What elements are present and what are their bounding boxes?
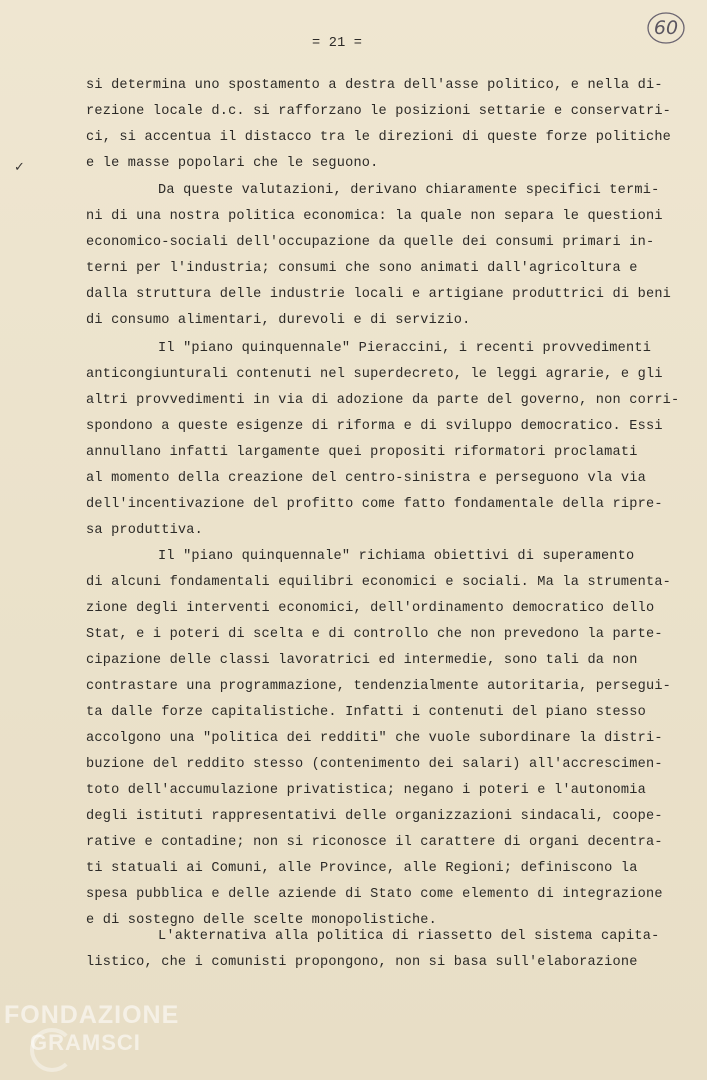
text-line: ci, si accentua il distacco tra le direzioni di queste forze politiche (86, 130, 672, 145)
text-line: ni di una nostra politica economica: la quale non separa le questioni (86, 209, 663, 224)
text-line: Il "piano quinquennale" richiama obiettivi di superamento (158, 549, 635, 564)
text-line: di consumo alimentari, durevoli e di servizio. (86, 313, 471, 328)
watermark-line-2: GRAMSCI (30, 1030, 141, 1055)
text-line: accolgono una "politica dei redditi" che vuole subordinare la distri- (86, 731, 663, 746)
text-line: listico, che i comunisti propongono, non si basa sull'elaborazione (86, 955, 638, 970)
page-number: = 21 = (312, 36, 363, 51)
text-line: contrastare una programmazione, tendenzialmente autoritaria, persegui- (86, 679, 672, 694)
text-line: spondono a queste esigenze di riforma e di sviluppo democratico. Essi (86, 419, 663, 434)
text-line: si determina uno spostamento a destra dell'asse politico, e nella di- (86, 78, 663, 93)
text-line: L'akternativa alla politica di riassetto del sistema capita- (158, 929, 660, 944)
text-line: toto dell'accumulazione privatistica; negano i poteri e l'autonomia (86, 783, 646, 798)
fondazione-gramsci-watermark (4, 1000, 179, 1056)
paragraph-5 (86, 924, 659, 976)
text-line: rezione locale d.c. si rafforzano le posizioni settarie e conservatri- (86, 104, 672, 119)
text-line: terni per l'industria; consumi che sono animati dall'agricoltura e (86, 261, 638, 276)
text-line: cipazione delle classi lavoratrici ed intermedie, sono tali da non (86, 653, 638, 668)
text-line: al momento della creazione del centro-sinistra e perseguono vla via (86, 471, 646, 486)
text-line: spesa pubblica e delle aziende di Stato come elemento di integrazione (86, 887, 663, 902)
stamp-circle-icon (646, 10, 686, 46)
text-line: e le masse popolari che le seguono. (86, 156, 379, 171)
text-line: Stat, e i poteri di scelta e di controllo che non prevedono la parte- (86, 627, 663, 642)
text-line: degli istituti rappresentativi delle organizzazioni sindacali, coope- (86, 809, 663, 824)
text-line: rative e contadine; non si riconosce il carattere di organi decentra- (86, 835, 663, 850)
text-line: zione degli interventi economici, dell'ordinamento democratico dello (86, 601, 655, 616)
text-line: di alcuni fondamentali equilibri economici e sociali. Ma la strumenta- (86, 575, 672, 590)
archive-number-stamp (646, 10, 686, 46)
text-line: annullano infatti largamente quei propositi riformatori proclamati (86, 445, 638, 460)
paragraph-4 (86, 544, 671, 934)
watermark-line-1: FONDAZIONE (4, 1001, 180, 1029)
text-line: dalla struttura delle industrie locali e artigiane produttrici di beni (86, 287, 672, 302)
archive-number: 60 (653, 17, 679, 39)
text-line: Il "piano quinquennale" Pieraccini, i recenti provvedimenti (158, 341, 652, 356)
paragraph-2 (86, 178, 671, 334)
text-line: e di sostegno delle scelte monopolistiche. (86, 913, 438, 928)
text-line: altri provvedimenti in via di adozione da parte del governo, non corri- (86, 393, 680, 408)
paragraph-1 (86, 73, 671, 177)
watermark-g-logo-icon (30, 1028, 74, 1072)
text-line: anticongiunturali contenuti nel superdecreto, le leggi agrarie, e gli (86, 367, 663, 382)
text-line: ti statuali ai Comuni, alle Province, alle Regioni; definiscono la (86, 861, 638, 876)
margin-check-mark: ✓ (14, 160, 25, 175)
text-line: ta dalle forze capitalistiche. Infatti i contenuti del piano stesso (86, 705, 646, 720)
text-line: sa produttiva. (86, 523, 204, 538)
text-line: Da queste valutazioni, derivano chiaramente specifici termi- (158, 183, 660, 198)
text-line: economico-sociali dell'occupazione da quelle dei consumi primari in- (86, 235, 655, 250)
text-line: buzione del reddito stesso (contenimento dei salari) all'accrescimen- (86, 757, 663, 772)
text-line: dell'incentivazione del profitto come fatto fondamentale della ripre- (86, 497, 663, 512)
paragraph-3 (86, 336, 679, 544)
